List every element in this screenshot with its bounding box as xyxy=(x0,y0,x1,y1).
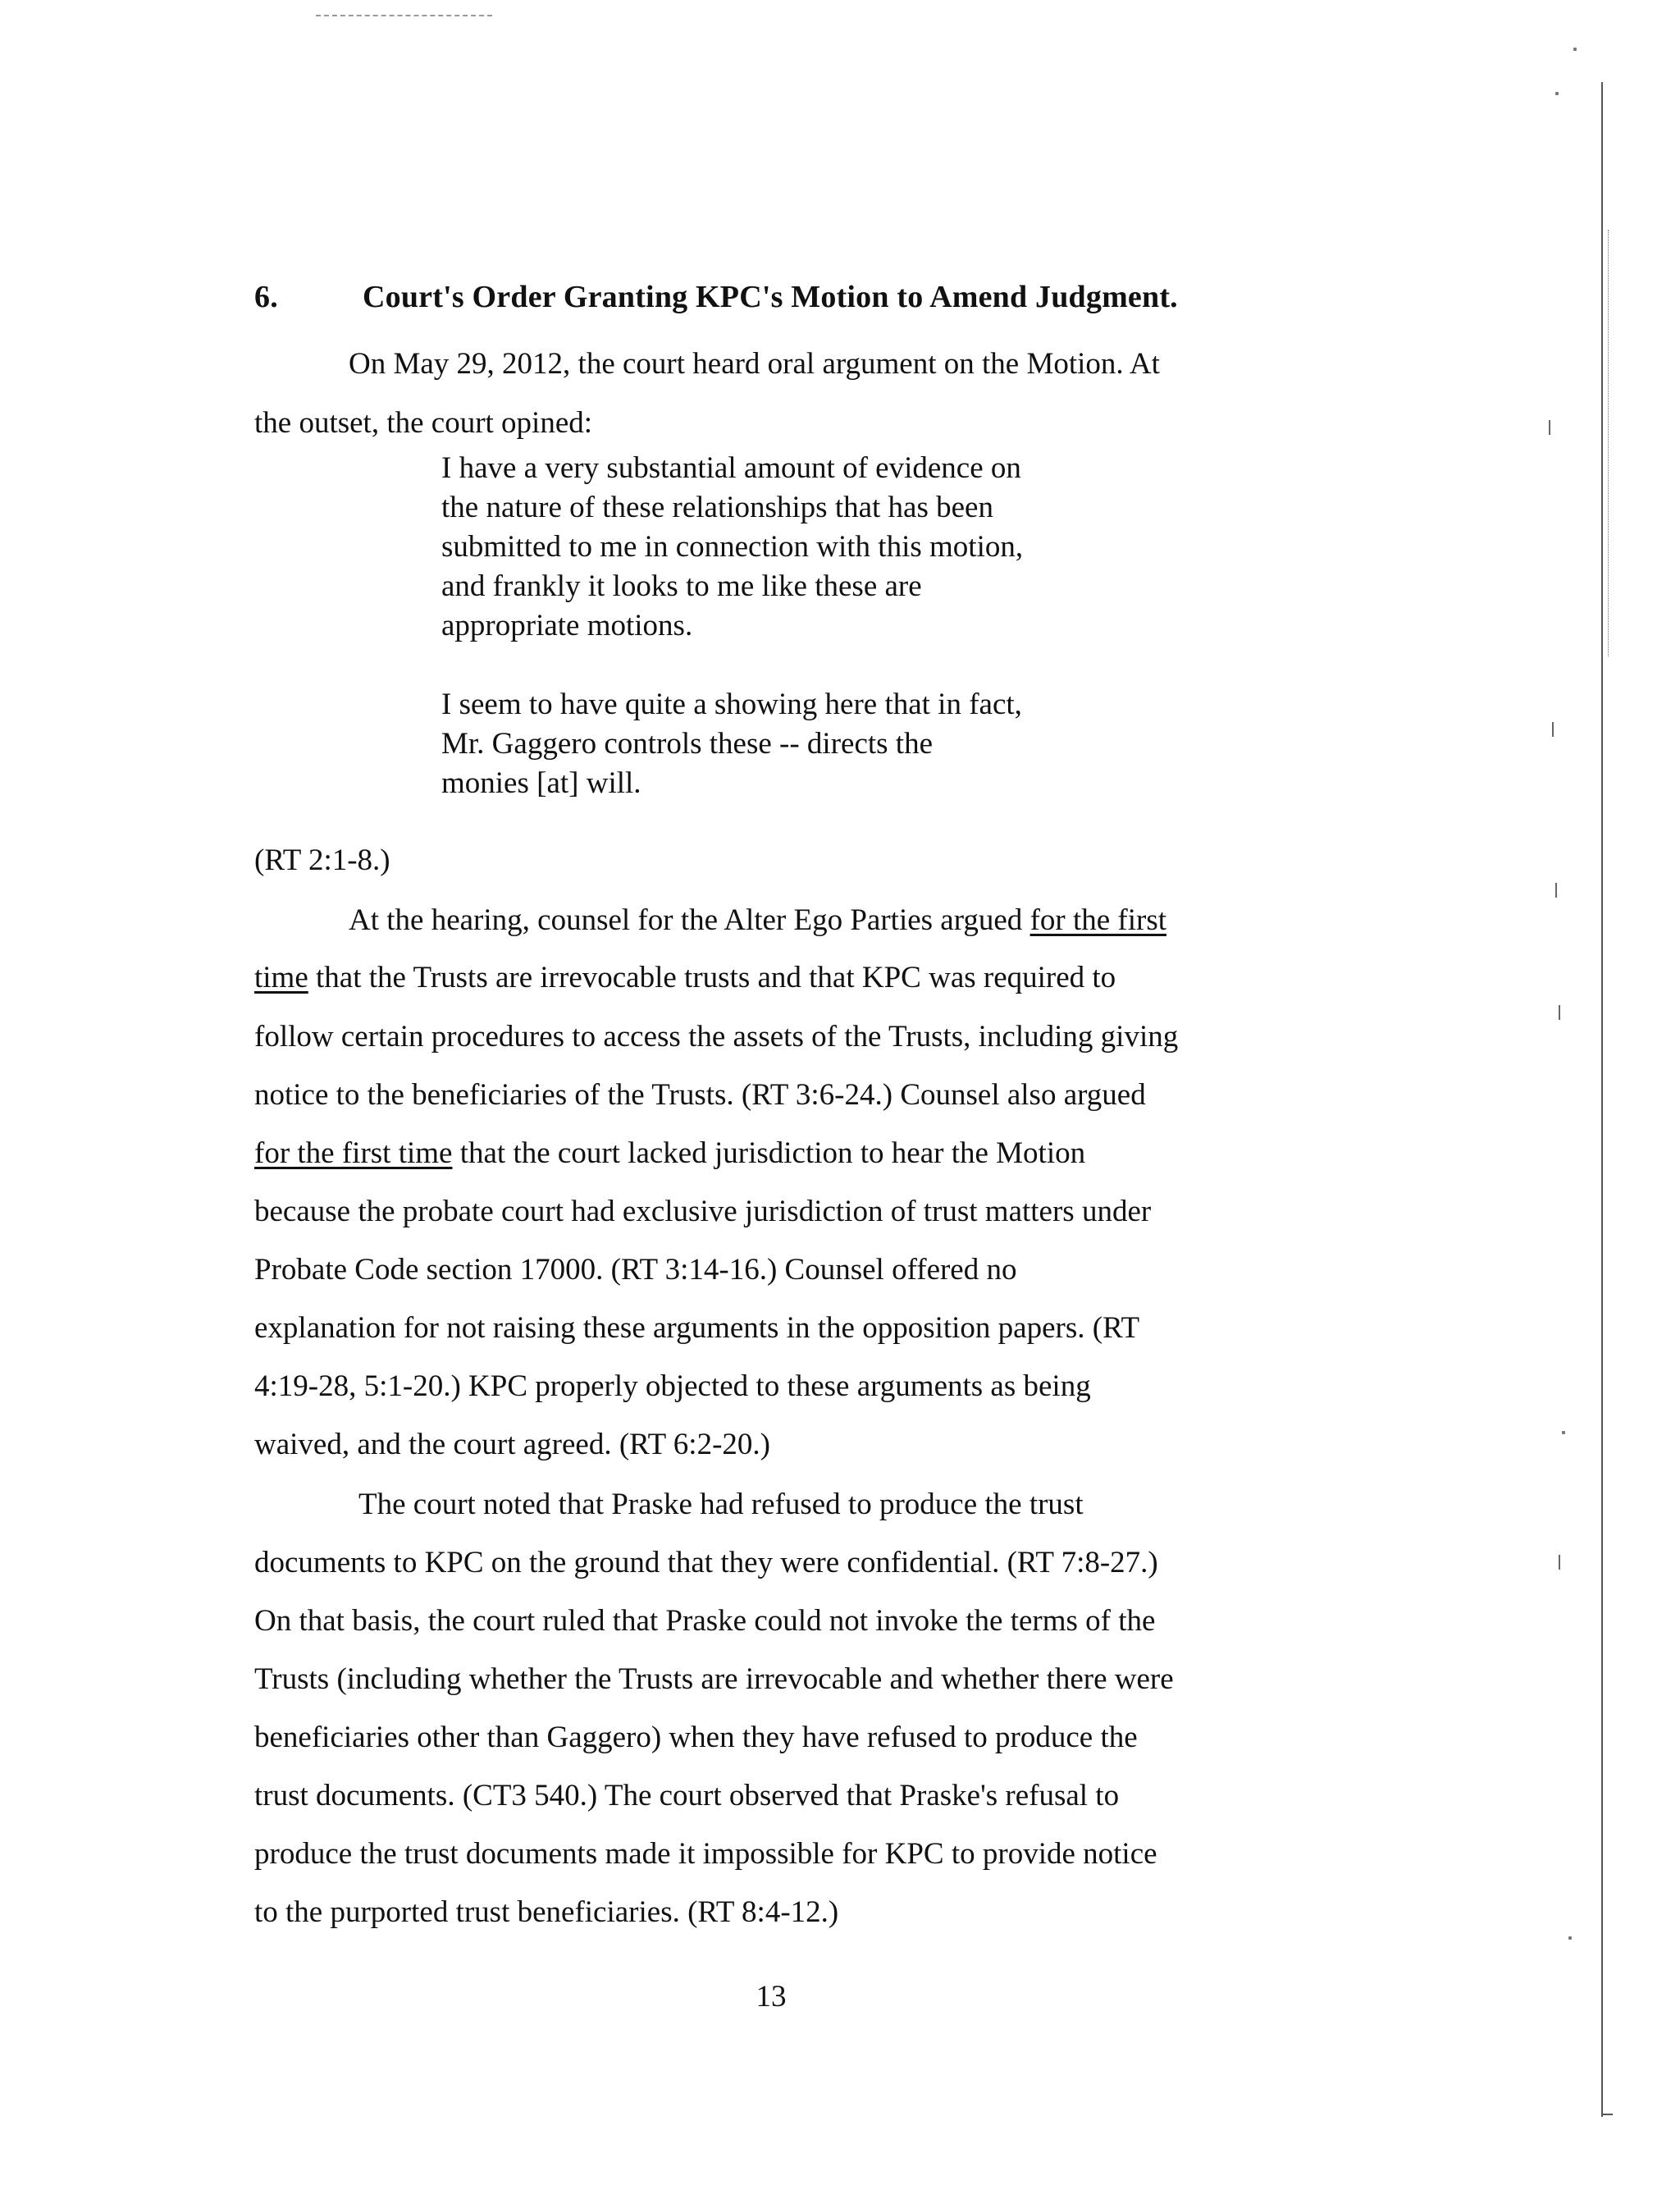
scan-artifact-tick xyxy=(1559,1555,1560,1570)
scan-artifact-dot xyxy=(1568,1936,1572,1940)
scan-artifact-right-edge xyxy=(1601,82,1603,2117)
section-title: Court's Order Granting KPC's Motion to Amend Judgment. xyxy=(363,280,1178,314)
paragraph-line: Probate Code section 17000. (RT 3:14-16.) Counsel offered no xyxy=(254,1253,1017,1287)
quote-line: I seem to have quite a showing here that in fact, xyxy=(441,688,1022,721)
quote-line: submitted to me in connection with this motion, xyxy=(441,530,1024,564)
paragraph-line: beneficiaries other than Gaggero) when they have refused to produce the xyxy=(254,1721,1138,1754)
paragraph-line: notice to the beneficiaries of the Trusts. (RT 3:6-24.) Counsel also argued xyxy=(254,1078,1146,1112)
scan-artifact-dot xyxy=(1573,48,1577,51)
paragraph-line: On that basis, the court ruled that Praske could not invoke the terms of the xyxy=(254,1604,1156,1638)
paragraph-line: because the probate court had exclusive jurisdiction of trust matters under xyxy=(254,1195,1152,1228)
section-number: 6. xyxy=(254,280,278,314)
text-run: that the court lacked jurisdiction to hear the Motion xyxy=(452,1136,1086,1170)
quote-line: I have a very substantial amount of evidence on xyxy=(441,451,1021,485)
intro-line-2: the outset, the court opined: xyxy=(254,406,593,440)
paragraph-line xyxy=(254,1138,1085,1168)
underlined-text: for the first time xyxy=(254,1136,453,1170)
paragraph-line: produce the trust documents made it impossible for KPC to provide notice xyxy=(254,1837,1157,1871)
paragraph-line: The court noted that Praske had refused to produce the trust xyxy=(358,1488,1084,1521)
paragraph-line: documents to KPC on the ground that they were confidential. (RT 7:8-27.) xyxy=(254,1546,1158,1579)
quote-line: and frankly it looks to me like these are xyxy=(441,569,922,603)
paragraph-line xyxy=(254,962,1116,993)
text-run: that the Trusts are irrevocable trusts and that KPC was required to xyxy=(308,961,1116,994)
scan-artifact-tick xyxy=(1552,722,1554,737)
intro-line-1: On May 29, 2012, the court heard oral argument on the Motion. At xyxy=(349,347,1160,381)
page-number: 13 xyxy=(756,1980,787,2013)
paragraph-line: explanation for not raising these arguments in the opposition papers. (RT xyxy=(254,1311,1140,1345)
scan-artifact-top xyxy=(316,15,492,16)
quote-line: appropriate motions. xyxy=(441,609,693,642)
text-run: At the hearing, counsel for the Alter Ego Parties argued xyxy=(349,903,1030,937)
scan-artifact-tick xyxy=(1555,883,1557,898)
scan-artifact-dot xyxy=(1562,1431,1565,1434)
paragraph-line xyxy=(349,905,1166,935)
paragraph-line: waived, and the court agreed. (RT 6:2-20.) xyxy=(254,1428,770,1461)
paragraph-line: trust documents. (CT3 540.) The court observed that Praske's refusal to xyxy=(254,1779,1120,1812)
quote-line: the nature of these relationships that has been xyxy=(441,491,993,524)
scan-artifact-tick xyxy=(1549,420,1550,435)
scan-artifact-foot xyxy=(1601,2114,1613,2115)
scan-artifact-tick xyxy=(1559,1005,1560,1020)
quote-line: Mr. Gaggero controls these -- directs the xyxy=(441,727,934,761)
section-heading xyxy=(254,279,1178,315)
quote-line: monies [at] will. xyxy=(441,766,641,800)
paragraph-line: follow certain procedures to access the assets of the Trusts, including giving xyxy=(254,1020,1179,1054)
quote-citation: (RT 2:1-8.) xyxy=(254,843,390,877)
paragraph-line: Trusts (including whether the Trusts are irrevocable and whether there were xyxy=(254,1662,1174,1696)
underlined-text: for the first xyxy=(1029,903,1167,937)
scan-artifact-right-edge-dotted xyxy=(1608,230,1609,656)
paragraph-line: to the purported trust beneficiaries. (RT 8:4-12.) xyxy=(254,1895,839,1929)
paragraph-line: 4:19-28, 5:1-20.) KPC properly objected to these arguments as being xyxy=(254,1369,1091,1403)
underlined-text: time xyxy=(254,961,308,994)
scan-artifact-dot xyxy=(1555,92,1559,95)
